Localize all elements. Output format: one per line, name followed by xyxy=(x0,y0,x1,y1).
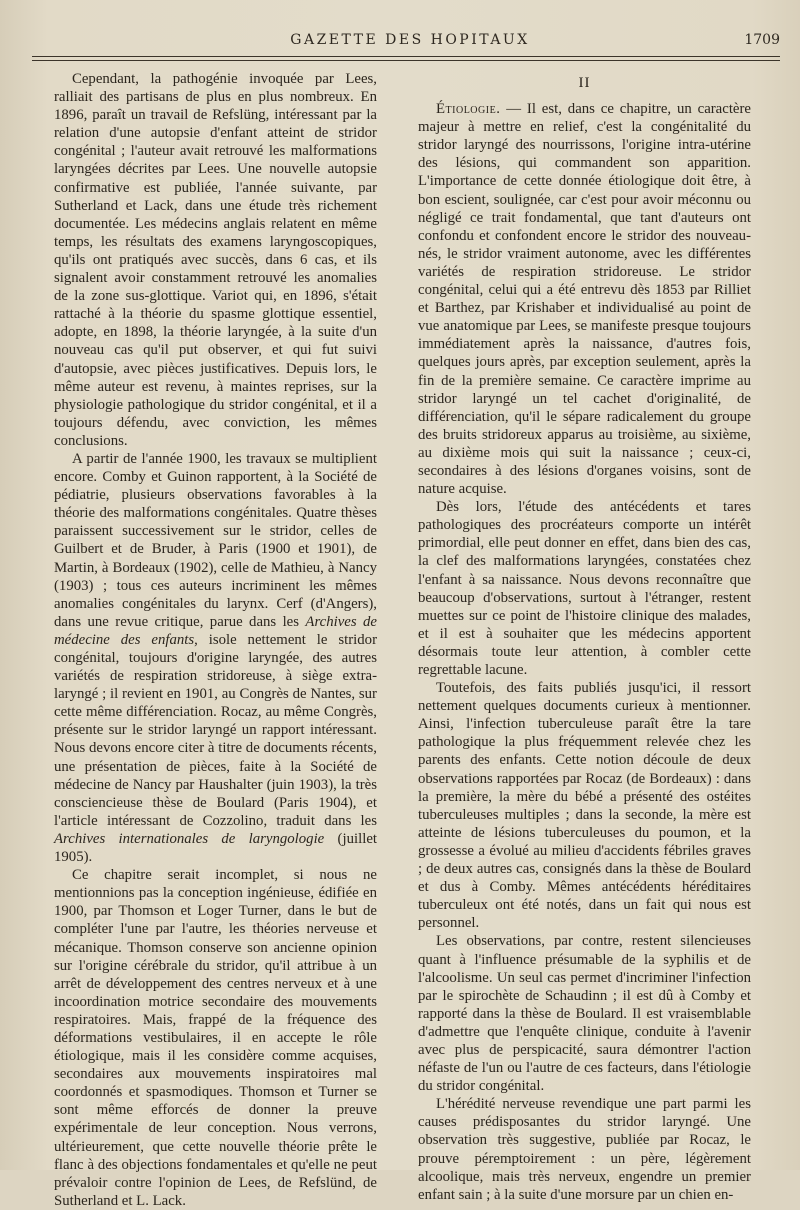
journal-title: GAZETTE DES HOPITAUX xyxy=(290,32,530,48)
paragraph xyxy=(418,100,751,498)
left-column xyxy=(54,70,377,1210)
italic-title: Archives de médecine des enfants xyxy=(54,613,377,648)
header-rule-thin xyxy=(32,60,780,61)
paragraph: L'hérédité nerveuse revendique une part parmi les causes prédisposantes du stridor laryngé. Une observation très suggestive, publiée par Rocaz, le prouve péremptoirement : un père, légèrement alcoolique, mais très nerveux, engendre un premier enfant sain ; à la suite d'une morsure par un chien en- xyxy=(418,1096,751,1203)
section-number: II xyxy=(578,75,591,91)
paragraph: Dès lors, l'étude des antécédents et tares pathologiques des procréateurs comporte un intérêt primordial, elle peut donner en effet, dans bien des cas, la clef des malformations laryngées, constatées chez l'enfant à sa naissance. Nous devons reconnaître que beaucoup d'observations, surtout à l'étranger, restent muettes sur ce point de l'histoire clinique des malades, et il est à souhaiter que les médecins apportent désormais toute leur attention, à combler cette regrettable lacune. xyxy=(418,499,751,678)
paragraph-text: (juillet 1905). xyxy=(54,830,377,866)
page-header xyxy=(40,32,780,54)
right-column xyxy=(418,74,751,1204)
page-number: 1709 xyxy=(744,32,780,48)
header-rule-thick xyxy=(32,56,780,57)
paragraph: Les observations, par contre, restent silencieuses quant à l'influence présumable de la syphilis et de l'alcoolisme. Un seul cas permet d'incriminer l'infection par le spirochète de Schaudinn ; il est dû à Comby et rapporté dans la thèse de Boulard. Il est vraisemblable d'admettre que l'enquête clinique, conduite à l'avenir avec plus de perspicacité, saura démontrer l'action néfaste de l'un ou l'autre de ces facteurs, dans l'étiologie du stridor congénital. xyxy=(418,933,751,1095)
paragraph xyxy=(54,450,377,866)
paragraph: Ce chapitre serait incomplet, si nous ne mentionnions pas la conception ingénieuse, édifiée en 1900, par Thomson et Loger Turner, dans le but de compléter l'une par l'autre, les théories nerveuse et mécanique. Thomson conserve son ancienne opinion sur l'origine cérébrale du stridor, qu'il attribue à un arrêt de développement des centres nerveux et à une incoordination motrice secondaire des mouvements respiratoires. Mais, frappé de la fréquence des déformations vestibulaires, il en accepte le rôle étiologique, mais il les considère comme acquises, secondaires aux mouvements inspiratoires mal coordonnés et spasmodiques. Thomson et Turner se sont même efforcés de donner la preuve expérimentale de leur conception. Nous verrons, ultérieurement, que cette nouvelle théorie prête le flanc à des objections fondamentales et qu'elle ne peut prévaloir contre l'opinion de Lees, de Refslünd, de Sutherland et L. Lack. xyxy=(54,867,377,1209)
paragraph: Toutefois, des faits publiés jusqu'ici, il ressort nettement quelques documents curieux à mentionner. Ainsi, l'infection tuberculeuse paraît être la tare pathologique la plus fréquemment relevée chez les parents des enfants. Cette notion découle de deux observations rapportées par Rocaz (de Bordeaux) : dans la première, la mère du bébé a présenté des ostéites tuberculeuses multiples ; dans la seconde, la mère est atteinte de lésions tuberculeuses du poumon, et la grossesse a évolué au milieu d'accidents fébriles graves ; de deux autres cas, consignés dans la thèse de Boulard et dus à Comby. Mêmes antécédents héréditaires tuberculeux ont été notés, dans un fait qui nous est personnel. xyxy=(418,680,751,932)
paragraph: Cependant, la pathogénie invoquée par Lees, ralliait des partisans de plus en plus nombreux. En 1896, paraît un travail de Refslüng, intéressant par la relation d'une autopsie d'enfant atteint de stridor congénital ; l'auteur avait retrouvé les malformations laryngées décrites par Lees. Une nouvelle autopsie confirmative est publiée, l'année suivante, par Sutherland et Lack, dans une étude très richement documentée. Les médecins anglais relatent en même temps, les résultats des examens laryngoscopiques, qu'ils ont pratiqués avec succès, dans 6 cas, et ils signalent avoir constamment retrouvé les anomalies de la zone sus-glottique. Variot qui, en 1896, s'était rattaché à la théorie du spasme glottique essentiel, adopte, en 1898, la théorie laryngée, à la suite d'un nouveau cas qu'il put observer, et qui fut suivi d'autopsie, avec pièces justificatives. Depuis lors, le même auteur est revenu, à maintes reprises, sur la physiologie pathologique du stridor congénital, et il a toujours défendu, avec conviction, les mêmes conclusions. xyxy=(54,71,377,449)
italic-title: Archives internationales de laryngologie xyxy=(54,830,325,847)
paragraph-text: — Il est, dans ce chapitre, un caractère majeur à mettre en relief, c'est la congénitalité du stridor laryngé des nourrissons, l'origine intra-utérine des lésions, qui commandent son apparition. L'importance de cette donnée étiologique doit être, à bon escient, soulignée, car c'est pour avoir méconnu ou négligé ce trait fondamental, que tant d'auteurs ont confondu et confondent encore le stridor des nouveau-nés, le stridor vraiment autonome, avec les différentes variétés de respiration stridoreuse. Le stridor congénital, celui qui a été entrevu dès 1853 par Rilliet et Barthez, par Krishaber et individualisé au point de vue anatomique par Lees, se manifeste presque toujours immédiatement après la naissance, d'autres fois, quelques jours après, par exception seulement, après la fin de la première semaine. Ce caractère imprime au stridor laryngé un tel cachet d'originalité, de différenciation, qu'il le sépare radicalement du groupe des bruits stridoreux apparus au troisième, au sixième, au dixième mois qui suit la naissance ; ceux-ci, secondaires à des lésions d'organes voisins, sont de nature acquise. xyxy=(418,101,751,498)
paragraph-text: A partir de l'année 1900, les travaux se multiplient encore. Comby et Guinon rapportent, à la Société de pédiatrie, plusieurs observations favorables à la théorie des malformations congénitales. Quatre thèses paraissent successivement sur le stridor, celles de Guilbert et de Bruder, à Paris (1900 et 1901), de Martin, à Bordeaux (1902), celle de Mathieu, à Nancy (1903) ; tous ces auteurs incriminent les mêmes anomalies congénitales du larynx. Cerf (d'Angers), dans une revue critique, parue dans les xyxy=(54,450,377,630)
section-heading: Étiologie. xyxy=(436,101,501,118)
paragraph-text: , isole nettement le stridor congénital, toujours d'origine laryngée, des autres variétés de respiration stridoreuse, à siège extra-laryngé ; il revient en 1901, au Congrès de Nantes, sur cette même différenciation. Rocaz, au même Congrès, présente sur le stridor laryngé un rapport intéressant. Nous devons encore citer à titre de documents récents, une présentation de pièces, faite à la Société de médecine de Nancy par Haushalter (juin 1903), la très consciencieuse thèse de Boulard (Paris 1904), et l'article intéressant de Cozzolino, traduit dans les xyxy=(54,631,377,829)
